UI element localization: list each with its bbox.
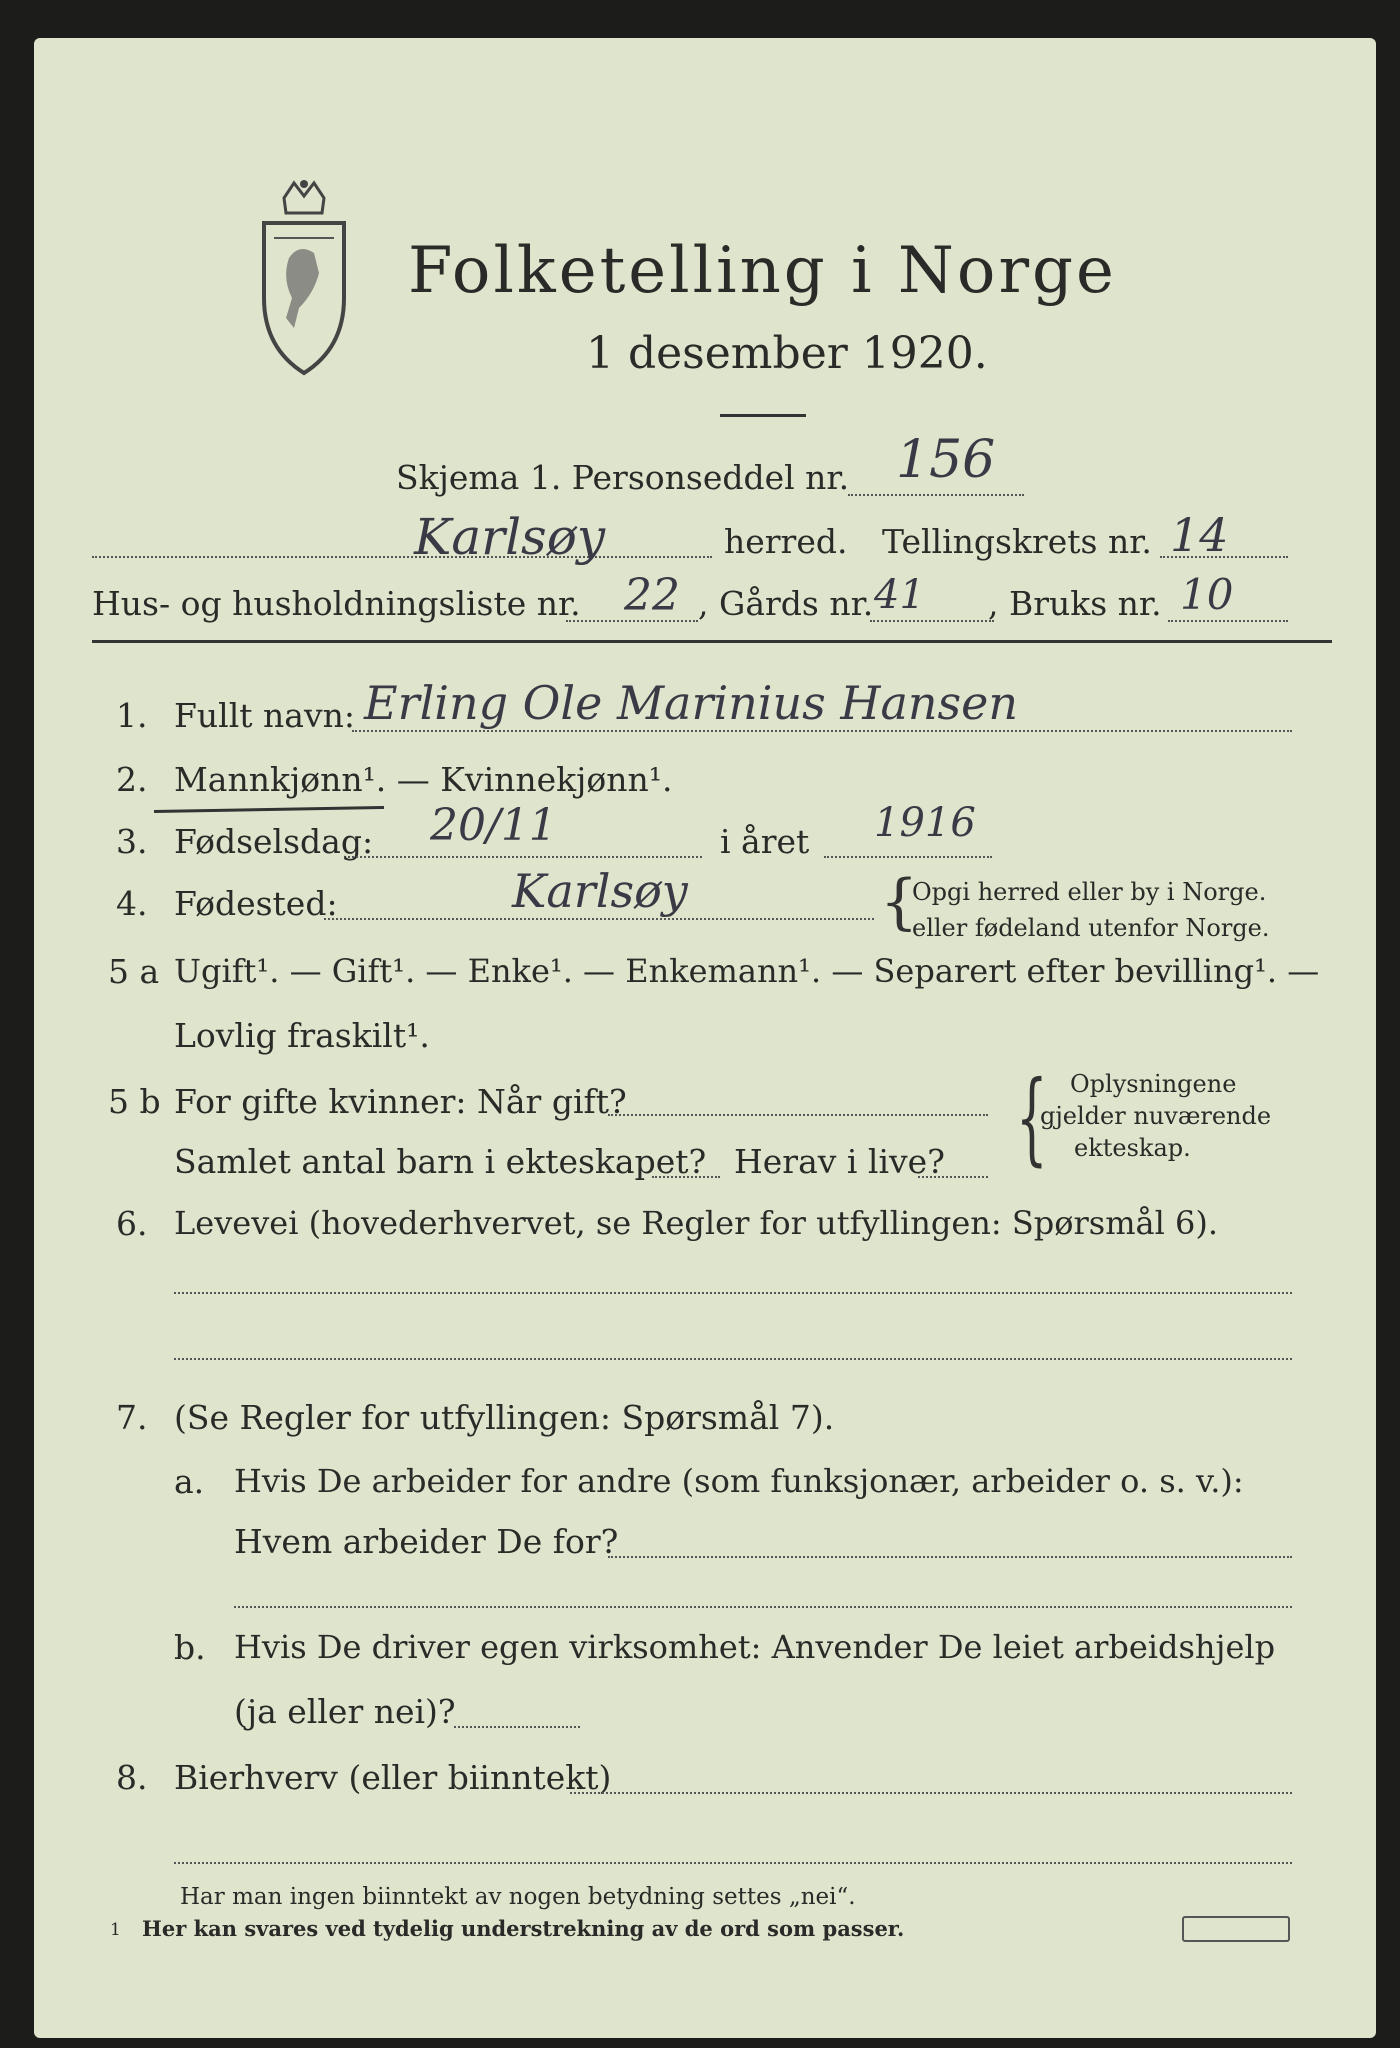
q8-field-line-2 — [174, 1862, 1292, 1864]
q8-field-line-1 — [570, 1792, 1292, 1794]
title-divider — [720, 414, 806, 417]
q7a-field-line-1 — [608, 1556, 1292, 1558]
q2-number: 2. — [116, 760, 148, 799]
q3-year-field-line — [824, 856, 992, 858]
q3-field-line — [348, 856, 702, 858]
coat-of-arms-icon — [244, 178, 364, 378]
herred-field-line — [92, 556, 712, 558]
q5b-line1: For gifte kvinner: Når gift? — [174, 1082, 627, 1121]
q3-label: Fødselsdag: — [174, 822, 374, 861]
q6-field-line-1 — [174, 1292, 1292, 1294]
q7a-field-line-2 — [234, 1606, 1292, 1608]
q1-field-line — [352, 730, 1292, 732]
q3-year-label: i året — [720, 822, 810, 861]
q2-label: Mannkjønn¹. — Kvinnekjønn¹. — [174, 760, 673, 799]
gards-value: 41 — [874, 572, 925, 618]
q5b-children-label: Samlet antal barn i ekteskapet? — [174, 1142, 707, 1181]
q4-brace: { — [880, 867, 919, 937]
q7b-letter: b. — [174, 1628, 206, 1667]
q5b-alive-label: Herav i live? — [734, 1142, 945, 1181]
q5b-alive-field-line — [918, 1176, 988, 1178]
q5b-note-line1: Oplysningene — [1070, 1070, 1237, 1098]
bruks-value: 10 — [1180, 570, 1234, 619]
q6-field-line-2 — [174, 1358, 1292, 1360]
form-title: Folketelling i Norge — [408, 234, 1117, 308]
q5a-line1: Ugift¹. — Gift¹. — Enke¹. — Enkemann¹. — Separert efter bevilling¹. — — [174, 952, 1320, 990]
bruks-field-line — [1168, 620, 1288, 622]
q4-note-line1: Opgi herred eller by i Norge. — [912, 878, 1267, 906]
q5b-married-field-line — [608, 1114, 988, 1116]
q5a-number: 5 a — [108, 952, 160, 991]
gards-label: , Gårds nr. — [698, 584, 874, 623]
tellingskrets-label: Tellingskrets nr. — [882, 522, 1152, 561]
q7-number: 7. — [116, 1398, 148, 1437]
q7b-line1: Hvis De driver egen virksomhet: Anvender De leiet arbeidshjelp — [234, 1628, 1276, 1666]
herred-label: herred. — [724, 522, 848, 561]
printer-stamp — [1182, 1916, 1290, 1942]
footnote-text: Her kan svares ved tydelig understrekning av de ord som passer. — [142, 1916, 905, 1941]
q7b-line2: (ja eller nei)? — [234, 1692, 456, 1731]
herred-value: Karlsøy — [414, 508, 606, 566]
q5b-note-line2: gjelder nuværende — [1040, 1102, 1272, 1130]
gards-field-line — [870, 620, 994, 622]
q8-number: 8. — [116, 1758, 148, 1797]
q4-field-line — [324, 918, 874, 920]
skjema-label: Skjema 1. Personseddel nr. — [396, 458, 850, 497]
header-divider — [92, 640, 1332, 643]
bruks-label: , Bruks nr. — [988, 584, 1162, 623]
q5b-brace: { — [1015, 1059, 1048, 1176]
q1-label: Fullt navn: — [174, 696, 355, 735]
footnote-mark: 1 — [110, 1920, 121, 1940]
q7a-letter: a. — [174, 1462, 205, 1501]
q3-number: 3. — [116, 822, 148, 861]
full-name-value: Erling Ole Marinius Hansen — [364, 676, 1018, 730]
tellingskrets-value: 14 — [1170, 508, 1229, 562]
mannkjonn-underline — [154, 806, 384, 813]
q7a-line2: Hvem arbeider De for? — [234, 1522, 619, 1561]
husholdningsliste-value: 22 — [624, 570, 680, 621]
q1-number: 1. — [116, 696, 148, 735]
q6-label: Levevei (hovederhvervet, se Regler for utfyllingen: Spørsmål 6). — [174, 1204, 1219, 1242]
q5a-line2: Lovlig fraskilt¹. — [174, 1016, 430, 1055]
q6-number: 6. — [116, 1204, 148, 1243]
birth-year-value: 1916 — [874, 800, 976, 846]
birthplace-value: Karlsøy — [512, 864, 688, 918]
q5b-number: 5 b — [108, 1082, 161, 1121]
skjema-field-line — [848, 494, 1024, 496]
q4-label: Fødested: — [174, 884, 338, 923]
census-date: 1 desember 1920. — [586, 328, 988, 379]
q5b-note-line3: ekteskap. — [1074, 1134, 1191, 1162]
census-form-sheet — [34, 38, 1376, 2038]
personseddel-number: 156 — [896, 430, 996, 490]
birthdate-value: 20/11 — [430, 800, 557, 851]
biinntekt-note: Har man ingen biinntekt av nogen betydning settes „nei“. — [180, 1884, 856, 1910]
q8-label: Bierhverv (eller biinntekt) — [174, 1758, 612, 1797]
q7a-line1: Hvis De arbeider for andre (som funksjonær, arbeider o. s. v.): — [234, 1462, 1244, 1500]
husholdningsliste-label: Hus- og husholdningsliste nr. — [92, 584, 581, 623]
q4-note-line2: eller fødeland utenfor Norge. — [912, 914, 1270, 942]
q7b-field-line — [454, 1726, 580, 1728]
q5b-children-field-line — [652, 1176, 720, 1178]
q4-number: 4. — [116, 884, 148, 923]
q7-label: (Se Regler for utfyllingen: Spørsmål 7). — [174, 1398, 835, 1437]
